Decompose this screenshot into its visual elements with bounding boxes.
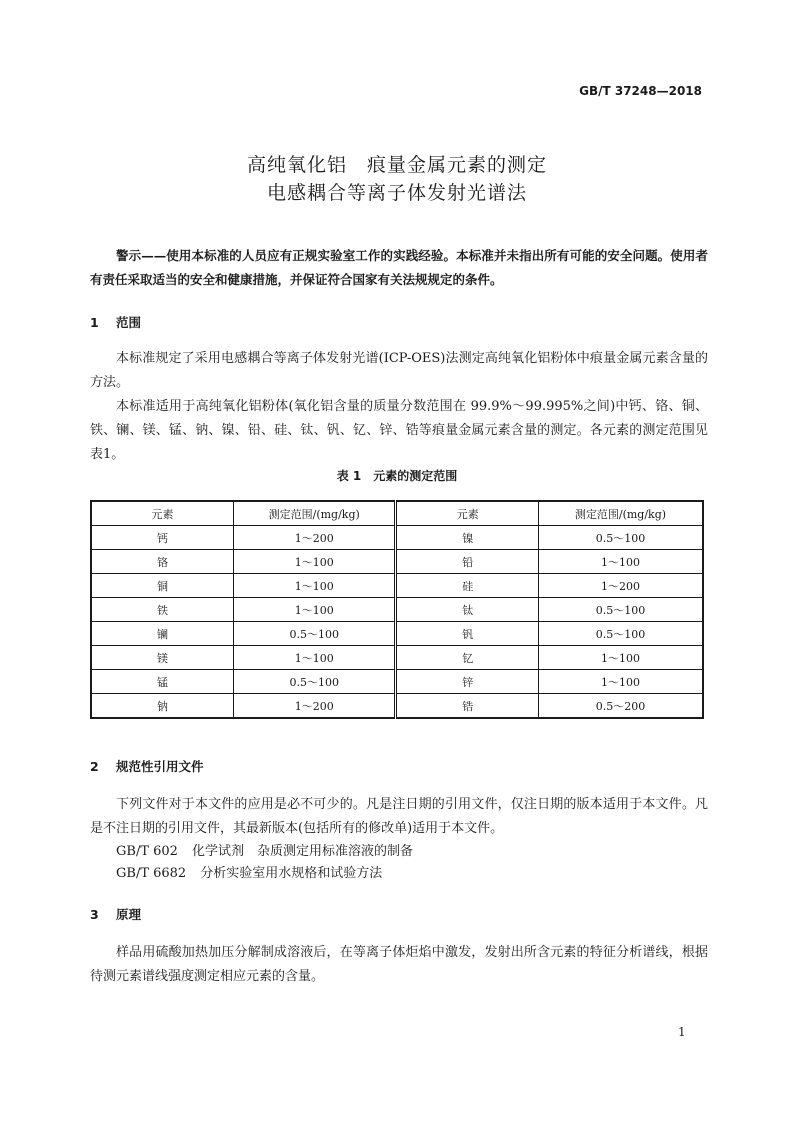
element-cell: 镁 — [91, 646, 233, 670]
column-header: 测定范围/(mg/kg) — [538, 501, 703, 526]
range-cell: 1～100 — [538, 646, 703, 670]
safety-warning: 警示——使用本标准的人员应有正规实验室工作的实践经验。本标准并未指出所有可能的安全问题。使用者有责任采取适当的安全和健康措施，并保证符合国家有关法规规定的条件。 — [90, 248, 708, 287]
element-cell: 锰 — [91, 670, 233, 694]
page-number: 1 — [678, 1025, 686, 1039]
table-row — [91, 598, 703, 622]
range-cell: 0.5～100 — [233, 622, 396, 646]
scope-paragraph-2: 本标准适用于高纯氧化铝粉体(氧化铝含量的质量分数范围在 99.9%～99.995%之间)中钙、铬、铜、铁、镧、镁、锰、钠、镍、铅、硅、钛、钒、钇、锌、锆等痕量金属元素含量的测定。各元素的测定范围见表1。 — [90, 399, 708, 462]
section-title: 原理 — [116, 907, 142, 922]
range-cell: 0.5～100 — [233, 670, 396, 694]
range-cell: 0.5～200 — [538, 694, 703, 719]
element-cell: 铁 — [91, 598, 233, 622]
document-title-line-2: 电感耦合等离子体发射光谱法 — [266, 182, 527, 204]
reference-item — [116, 862, 382, 881]
range-cell: 1～100 — [538, 550, 703, 574]
element-cell: 钇 — [396, 646, 538, 670]
element-cell: 镧 — [91, 622, 233, 646]
reference-code: GB/T 6682 — [116, 866, 187, 881]
section-heading-principle — [90, 905, 141, 923]
range-cell: 0.5～100 — [538, 622, 703, 646]
element-cell: 锆 — [396, 694, 538, 719]
range-cell: 1～200 — [233, 526, 396, 550]
table-row — [91, 694, 703, 719]
table-row — [91, 646, 703, 670]
section-number: 3 — [90, 907, 99, 922]
range-cell: 1～200 — [538, 574, 703, 598]
element-cell: 镍 — [396, 526, 538, 550]
references-paragraph: 下列文件对于本文件的应用是必不可少的。凡是注日期的引用文件，仅注日期的版本适用于本文件。凡是不注日期的引用文件，其最新版本(包括所有的修改单)适用于本文件。 — [90, 797, 708, 836]
table-row — [91, 526, 703, 550]
table-header-row — [91, 501, 703, 526]
reference-title: 化学试剂 杂质测定用标准溶液的制备 — [191, 844, 413, 859]
table-caption: 表 1 元素的测定范围 — [336, 469, 458, 483]
section-heading-normative-references — [90, 757, 204, 775]
table-row — [91, 550, 703, 574]
range-cell: 0.5～100 — [538, 598, 703, 622]
document-title-line-1: 高纯氧化铝 痕量金属元素的测定 — [246, 154, 547, 176]
element-cell: 钛 — [396, 598, 538, 622]
column-header: 测定范围/(mg/kg) — [233, 501, 396, 526]
element-cell: 锌 — [396, 670, 538, 694]
section-number: 2 — [90, 759, 99, 774]
reference-item — [116, 840, 413, 859]
element-cell: 钒 — [396, 622, 538, 646]
range-cell: 1～100 — [233, 550, 396, 574]
reference-title: 分析实验室用水规格和试验方法 — [200, 866, 383, 881]
element-cell: 铬 — [91, 550, 233, 574]
range-cell: 1～100 — [233, 646, 396, 670]
element-cell: 铅 — [396, 550, 538, 574]
element-cell: 铜 — [91, 574, 233, 598]
element-cell: 钠 — [91, 694, 233, 719]
range-cell: 1～100 — [538, 670, 703, 694]
section-title: 规范性引用文件 — [116, 759, 204, 774]
section-heading-scope — [90, 313, 141, 331]
table-row — [91, 622, 703, 646]
element-cell: 硅 — [396, 574, 538, 598]
standard-code: GB/T 37248—2018 — [579, 84, 702, 98]
section-number: 1 — [90, 315, 99, 330]
range-cell: 0.5～100 — [538, 526, 703, 550]
range-cell: 1～200 — [233, 694, 396, 719]
element-range-table — [90, 500, 704, 719]
element-cell: 钙 — [91, 526, 233, 550]
section-title: 范围 — [116, 315, 142, 330]
principle-paragraph: 样品用硫酸加热加压分解制成溶液后，在等离子体炬焰中激发，发射出所含元素的特征分析谱线，根据待测元素谱线强度测定相应元素的含量。 — [90, 945, 708, 984]
column-header: 元素 — [91, 501, 233, 526]
table-row — [91, 670, 703, 694]
range-cell: 1～100 — [233, 574, 396, 598]
scope-paragraph-1: 本标准规定了采用电感耦合等离子体发射光谱(ICP-OES)法测定高纯氧化铝粉体中痕量金属元素含量的方法。 — [90, 351, 708, 390]
table-row — [91, 574, 703, 598]
reference-code: GB/T 602 — [116, 844, 178, 859]
column-header: 元素 — [396, 501, 538, 526]
range-cell: 1～100 — [233, 598, 396, 622]
